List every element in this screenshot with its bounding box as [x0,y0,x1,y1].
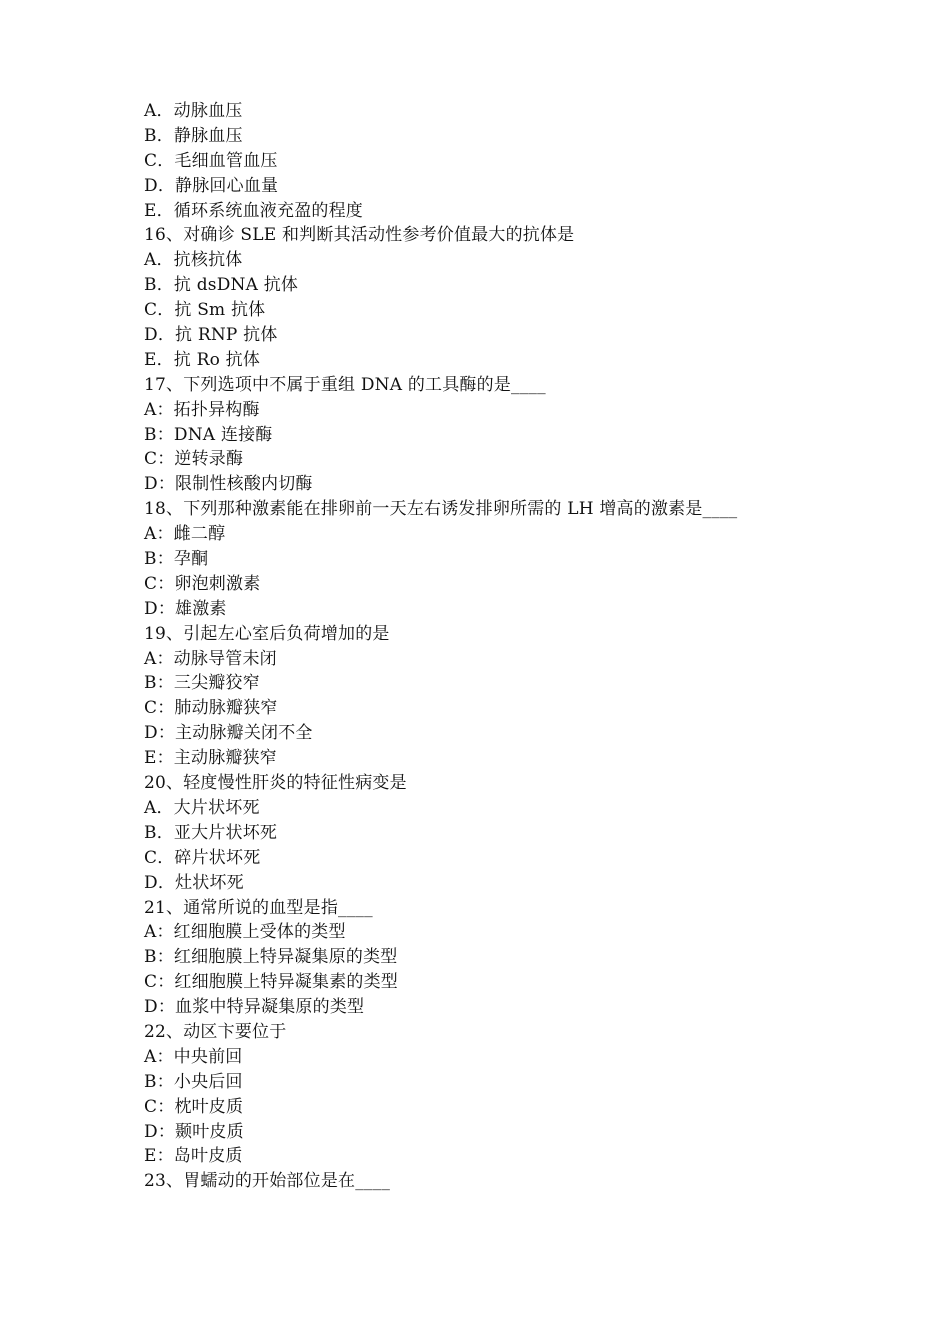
option-line: C．抗 Sm 抗体 [144,300,266,321]
question-line: 17、下列选项中不属于重组 DNA 的工具酶的是____ [144,374,546,395]
option-line: D：血浆中特异凝集原的类型 [144,997,365,1018]
option-line: B：孕酮 [144,549,209,570]
document-body [144,99,864,1194]
option-line: C：红细胞膜上特异凝集素的类型 [144,972,399,993]
option-line: B．亚大片状坏死 [144,822,278,843]
option-line: E．循环系统血液充盈的程度 [144,200,364,221]
option-line: D．静脉回心血量 [144,175,279,196]
option-line: E：岛叶皮质 [144,1146,243,1167]
question-line: 21、通常所说的血型是指____ [144,897,373,918]
question-line: 20、轻度慢性肝炎的特征性病变是 [144,773,407,794]
option-line: A：红细胞膜上受体的类型 [144,922,346,943]
question-line: 19、引起左心室后负荷增加的是 [144,623,390,644]
option-line: B：DNA 连接酶 [144,424,273,445]
option-line: D．灶状坏死 [144,872,244,893]
option-line: B．静脉血压 [144,125,243,146]
option-line: B：红细胞膜上特异凝集原的类型 [144,947,398,968]
option-line: D：雄激素 [144,598,227,619]
option-line: A：拓扑异构酶 [144,399,260,420]
option-line: D．抗 RNP 抗体 [144,325,278,346]
option-line: A：动脉导管未闭 [144,648,277,669]
option-line: C．碎片状坏死 [144,847,261,868]
option-line: C：卵泡刺激素 [144,573,261,594]
option-line: D：限制性核酸内切酶 [144,474,313,495]
option-line: A：中央前回 [144,1046,243,1067]
option-line: C．毛细血管血压 [144,150,278,171]
option-line: C：枕叶皮质 [144,1096,244,1117]
option-line: A．动脉血压 [144,101,243,121]
option-line: C：肺动脉瓣狭窄 [144,698,278,719]
option-line: A．大片状坏死 [144,797,260,818]
option-line: D：主动脉瓣关闭不全 [144,723,313,744]
question-line: 16、对确诊 SLE 和判断其活动性参考价值最大的抗体是 [144,225,575,246]
option-line: B：小央后回 [144,1071,243,1092]
option-line: A：雌二醇 [144,524,226,545]
option-line: D：颞叶皮质 [144,1121,244,1142]
question-line: 18、下列那种激素能在排卵前一天左右诱发排卵所需的 LH 增高的激素是____ [144,499,738,520]
question-line: 23、胃蠕动的开始部位是在____ [144,1171,391,1192]
option-line: C：逆转录酶 [144,449,244,470]
question-line: 22、动区卞要位于 [144,1021,287,1042]
option-line: E：主动脉瓣狭窄 [144,748,278,769]
option-line: E．抗 Ro 抗体 [144,349,261,370]
option-line: A．抗核抗体 [144,250,243,271]
option-line: B：三尖瓣狡窄 [144,673,260,694]
option-line: B．抗 dsDNA 抗体 [144,275,299,296]
